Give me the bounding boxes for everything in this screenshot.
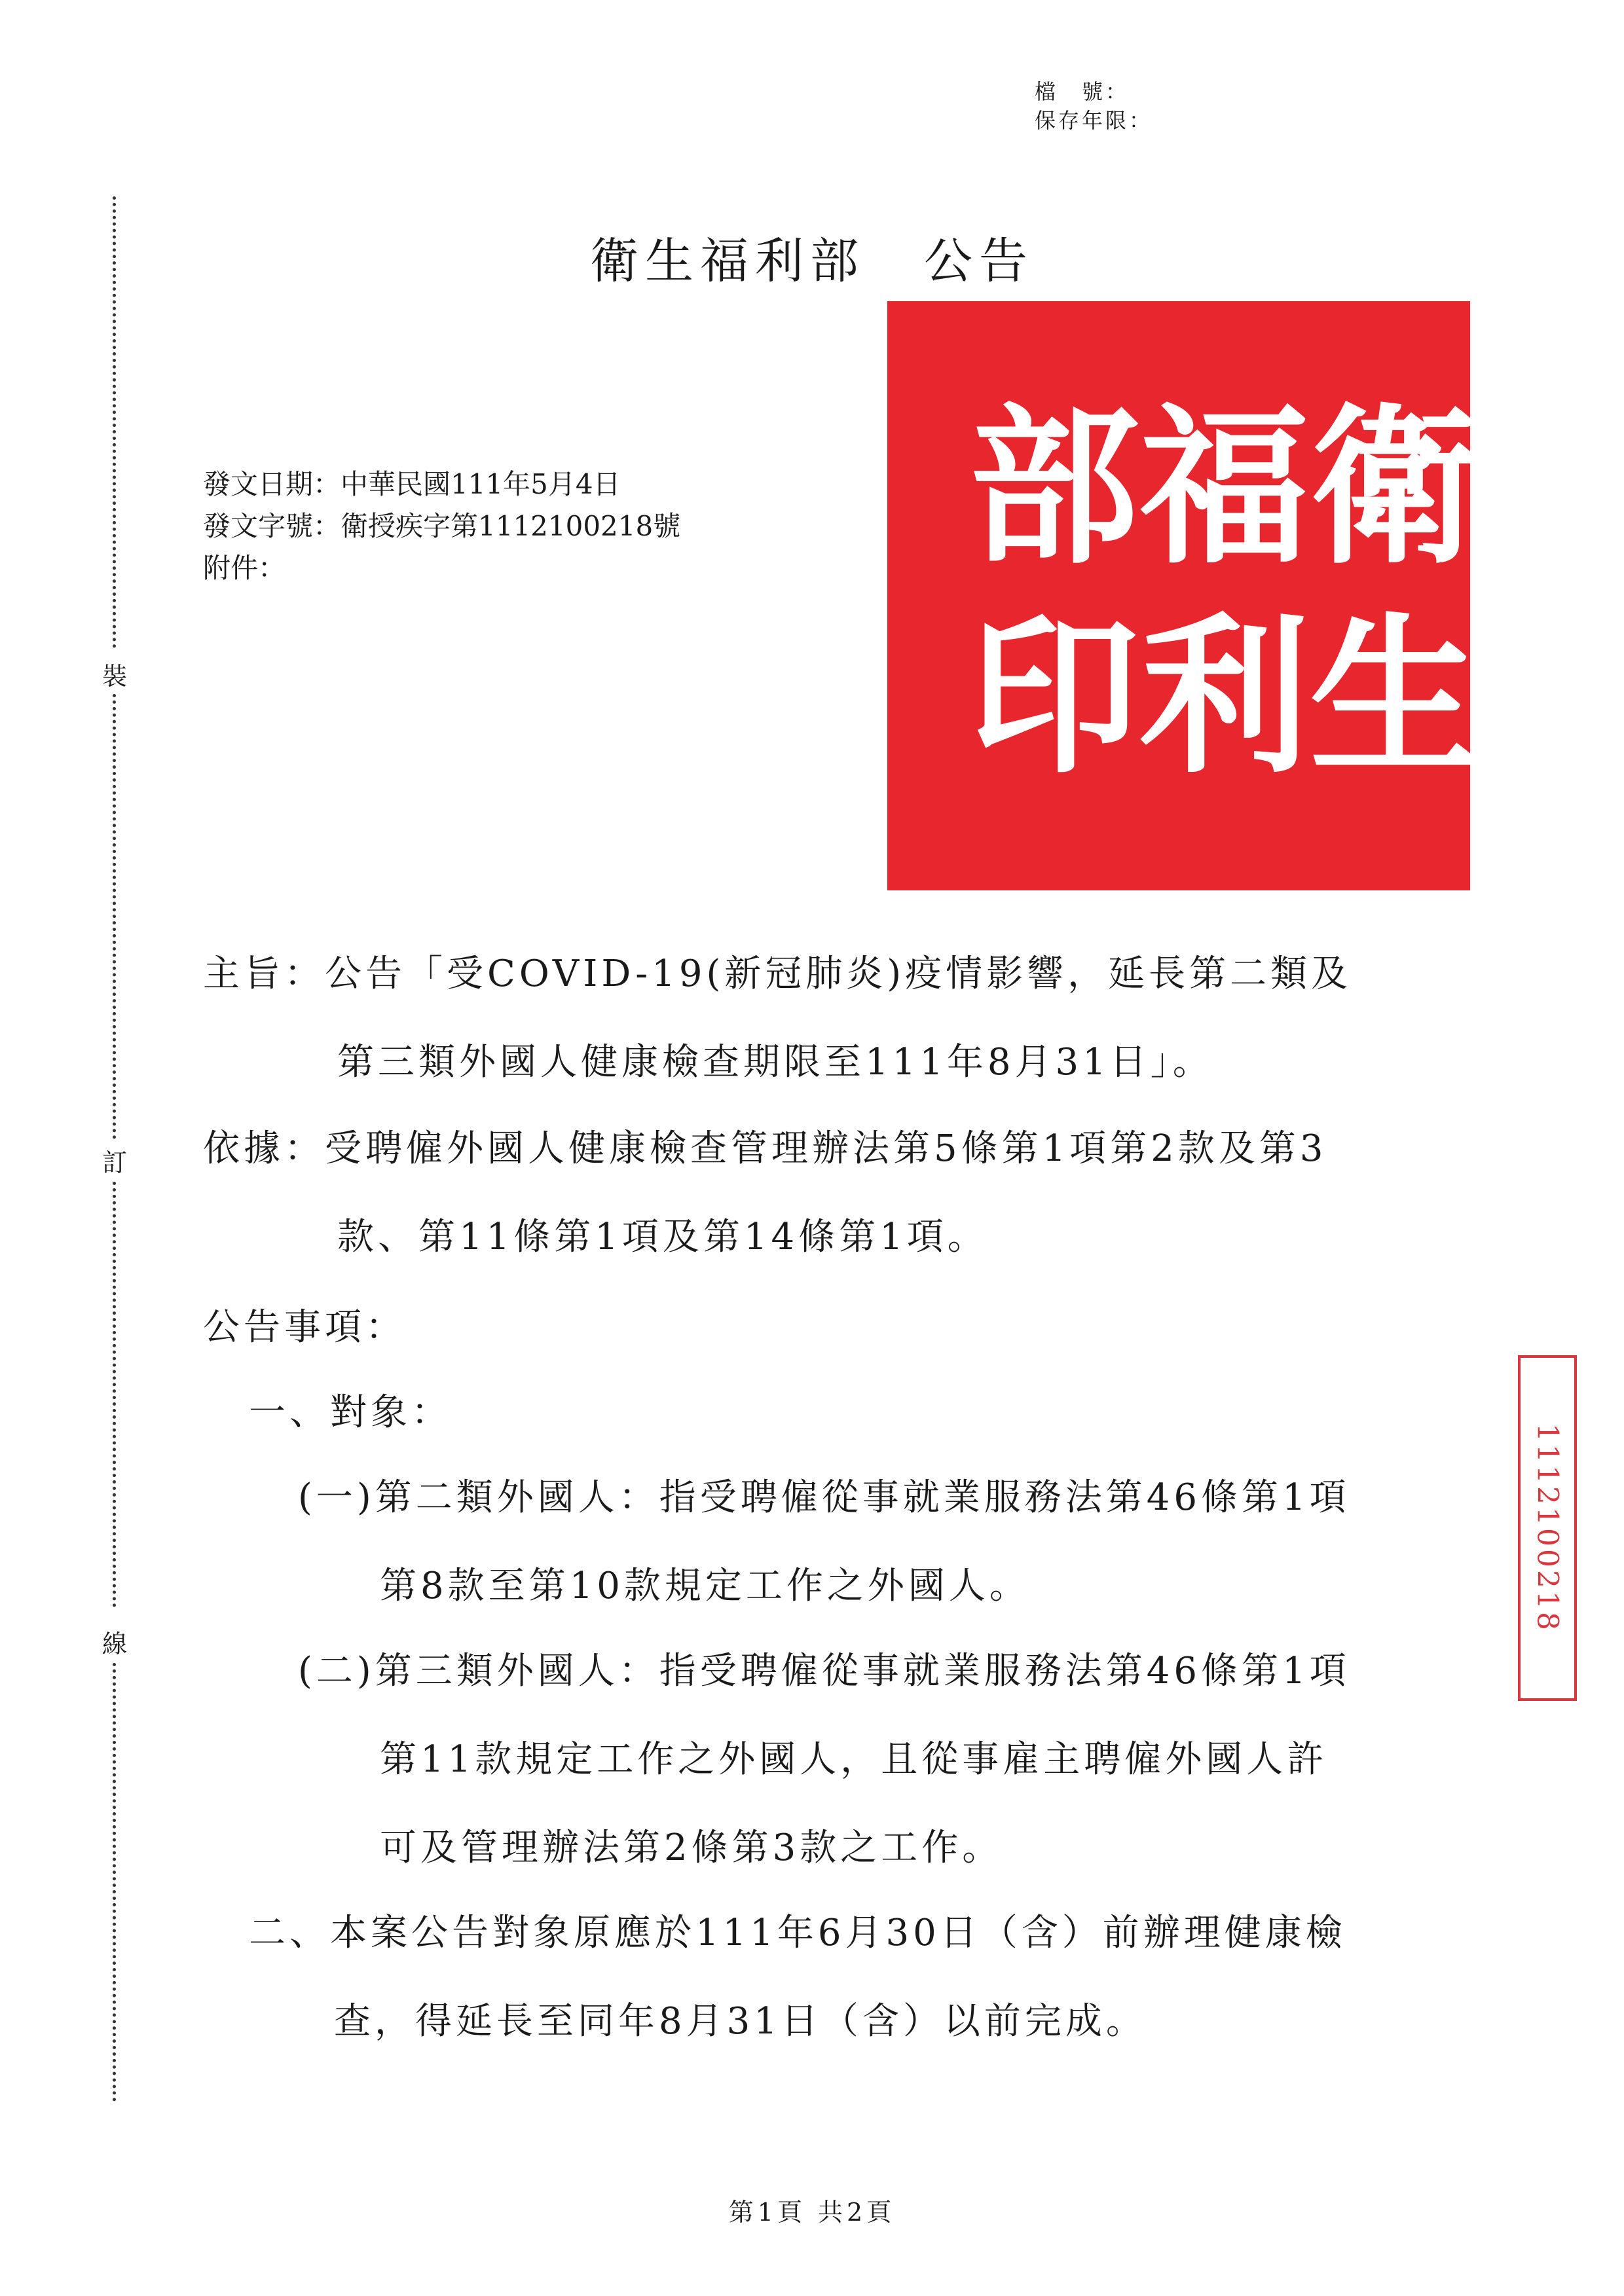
seal-glyph-grid: [969, 383, 1480, 802]
file-number-label: 檔 號：: [1035, 79, 1130, 104]
issue-date: 發文日期：中華民國111年5月4日: [203, 468, 621, 500]
item-1-sub-1-line-1: (一)第二類外國人：指受聘僱從事就業服務法第46條第1項: [298, 1476, 1350, 1519]
item-1-sub-2-line-3: 可及管理辦法第2條第3款之工作。: [380, 1827, 1003, 1869]
seal-glyph: 福: [1139, 388, 1310, 587]
attachment-label: 附件：: [203, 552, 286, 584]
item-2-line-2: 查，得延長至同年8月31日（含）以前完成。: [334, 2000, 1147, 2043]
subject-line-2: 第三類外國人健康檢查期限至111年8月31日」。: [337, 1041, 1213, 1084]
page-number: 第1頁 共2頁: [728, 2198, 896, 2227]
binding-line-middle-1: [113, 694, 116, 1139]
binding-char-zhuang: 裝: [101, 662, 127, 691]
document-type: 公告: [924, 233, 1034, 289]
item-2-line-1: 二、本案公告對象原應於111年6月30日（含）前辦理健康檢: [249, 1912, 1346, 1954]
subject-line-1: 主旨：公告「受COVID-19(新冠肺炎)疫情影響，延長第二類及: [203, 953, 1352, 995]
binding-char-ding: 訂: [101, 1148, 127, 1177]
item-1-sub-2: [298, 1649, 1542, 1871]
seal-glyph: 印: [969, 597, 1139, 797]
announcement-heading: 公告事項：: [203, 1306, 406, 1349]
agency-name: 衛生福利部: [590, 233, 865, 289]
seal-glyph: 利: [1139, 597, 1310, 797]
file-meta: [1035, 77, 1153, 135]
reference-number: 發文字號：衛授疾字第1112100218號: [203, 510, 681, 542]
subject-section: [203, 951, 1447, 1085]
seal-glyph: 部: [969, 388, 1139, 587]
item-1-heading: 一、對象：: [249, 1391, 452, 1434]
item-1-sub-1-line-2: 第8款至第10款規定工作之外國人。: [380, 1565, 1030, 1607]
official-seal: [887, 301, 1480, 890]
retention-label: 保存年限：: [1035, 108, 1153, 133]
document-title: [0, 223, 1624, 292]
receipt-stamp: 1112100218: [1518, 1355, 1577, 1701]
binding-line-bottom: [113, 1663, 116, 2102]
item-2: [249, 1910, 1493, 2045]
seal-glyph: 衛: [1310, 388, 1480, 587]
item-1-sub-2-line-1: (二)第三類外國人：指受聘僱從事就業服務法第46條第1項: [298, 1650, 1350, 1692]
seal-glyph: 生: [1310, 597, 1480, 797]
binding-line-middle-2: [113, 1182, 116, 1607]
basis-line-1: 依據：受聘僱外國人健康檢查管理辦法第5條第1項第2款及第3: [203, 1127, 1327, 1170]
issue-info: [203, 464, 680, 589]
item-1-sub-2-line-2: 第11款規定工作之外國人，且從事雇主聘僱外國人許: [380, 1738, 1328, 1781]
item-1-sub-1: [298, 1475, 1542, 1609]
binding-char-xian: 線: [101, 1630, 127, 1658]
basis-line-2: 款、第11條第1項及第14條第1項。: [337, 1216, 988, 1258]
basis-section: [203, 1126, 1447, 1260]
